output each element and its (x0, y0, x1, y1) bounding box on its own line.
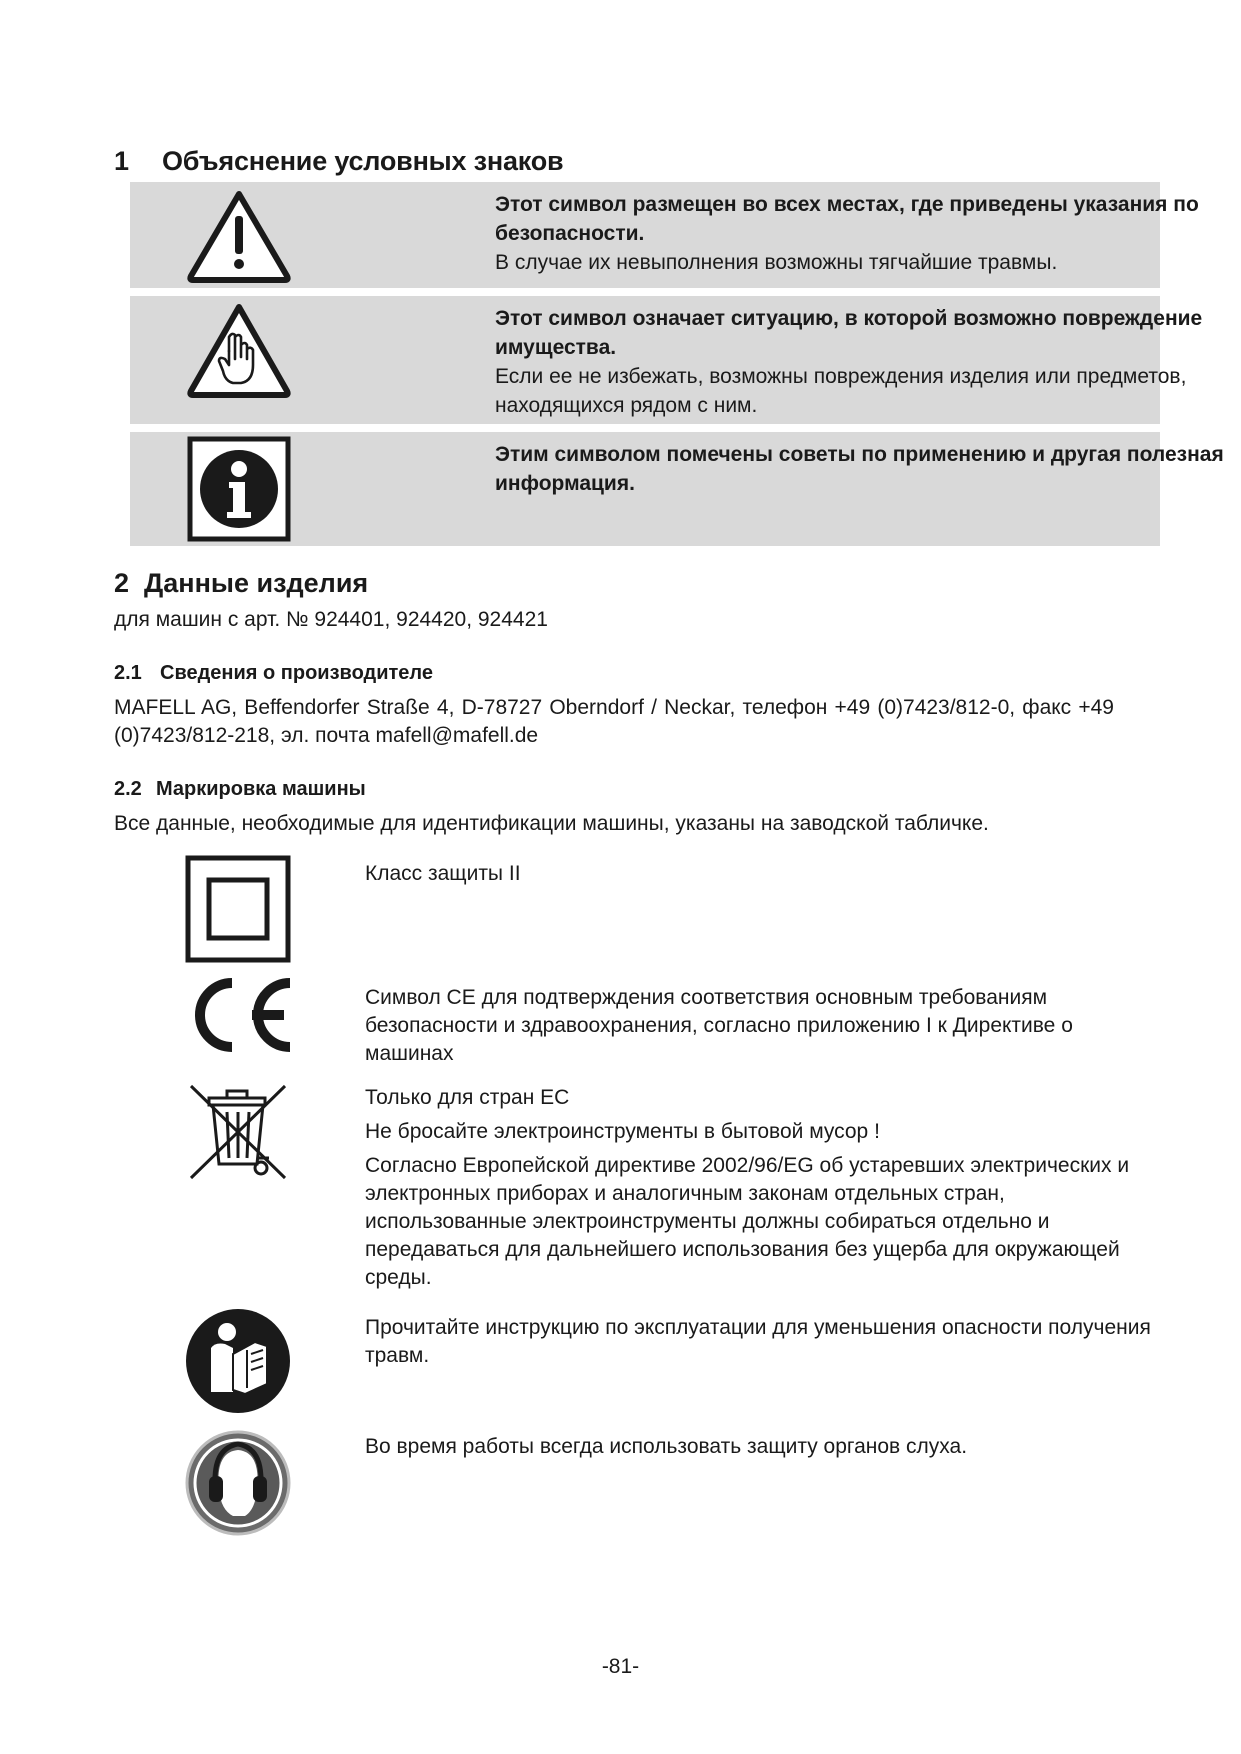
read-manual-icon (185, 1308, 291, 1414)
page-number: -81- (601, 1655, 640, 1678)
crossed-bin-icon (185, 1082, 291, 1182)
symbol-text: Прочитайте инструкцию по эксплуатации для уменьшения опасности получения травм. (365, 1316, 1151, 1367)
symbol-text: Согласно Европейской директиве 2002/96/EG об устаревших электрических и электронных приборах и аналогичным законам отдельных стран, использованные электроинструменты должны собираться отдельно и передаваться для дальнейшего использования без ущерба для окружающей среды. (365, 1154, 1130, 1289)
row-bold-text: Этот символ означает ситуацию, в которой возможно повреждение имущества. (495, 307, 1203, 359)
hearing-protection-icon (185, 1430, 291, 1536)
symbol-description (365, 1084, 1155, 1298)
symbol-row-damage (130, 296, 1203, 424)
row-bold-text: Этот символ размещен во всех местах, где приведены указания по безопасности. (495, 193, 1199, 245)
machine-marking-text: Все данные, необходимые для идентификации машины, указаны на заводской табличке. (114, 812, 989, 835)
symbol-row-text (495, 190, 1241, 277)
subsection-2-2-heading (114, 778, 366, 801)
section-title: Данные изделия (144, 568, 369, 598)
pointing-hand-triangle-icon (185, 301, 293, 401)
symbol-description (365, 984, 1155, 1074)
section-2-heading (114, 568, 368, 599)
row-text: В случае их невыполнения возможны тягчайшие травмы. (495, 251, 1058, 274)
warning-triangle-icon (185, 188, 293, 284)
symbol-text: Класс защиты II (365, 862, 521, 885)
subsection-title: Маркировка машины (156, 778, 366, 800)
symbol-row-text (495, 440, 1241, 498)
symbol-description (365, 860, 1155, 894)
symbol-row-text (495, 304, 1241, 420)
ce-mark-icon (182, 975, 294, 1055)
subsection-number: 2.2 (114, 778, 142, 800)
symbol-text: Не бросайте электроинструменты в бытовой мусор ! (365, 1120, 880, 1143)
article-numbers: для машин с арт. № 924401, 924420, 924421 (114, 608, 548, 631)
section-number: 2 (114, 568, 130, 598)
subsection-2-1-heading (114, 662, 433, 685)
symbol-text: Символ CE для подтверждения соответствия основным требованиям безопасности и здравоохранения, согласно приложению I к Директиве о машинах (365, 986, 1073, 1065)
section-number: 1 (114, 146, 129, 176)
row-text: Если ее не избежать, возможны повреждения изделия или предметов, находящихся рядом с ним. (495, 365, 1187, 417)
section-1-heading (114, 146, 563, 177)
symbol-description (365, 1433, 1155, 1467)
protection-class-ii-icon (185, 855, 291, 963)
info-icon (187, 436, 291, 542)
manufacturer-info: MAFELL AG, Beffendorfer Straße 4, D-78727 Oberndorf / Neckar, телефон +49 (0)7423/812-0, факс +49 (0)7423/812-218, эл. почта mafell@mafell.de (114, 696, 1114, 747)
symbol-text: Только для стран ЕС (365, 1086, 570, 1109)
symbol-description (365, 1314, 1155, 1376)
row-bold-text: Этим символом помечены советы по применению и другая полезная информация. (495, 443, 1224, 495)
symbol-text: Во время работы всегда использовать защиту органов слуха. (365, 1435, 968, 1458)
subsection-number: 2.1 (114, 662, 142, 684)
subsection-title: Сведения о производителе (160, 662, 433, 684)
symbol-row-safety (130, 182, 1199, 288)
symbol-row-info (130, 432, 1224, 546)
section-title: Объяснение условных знаков (162, 146, 564, 176)
